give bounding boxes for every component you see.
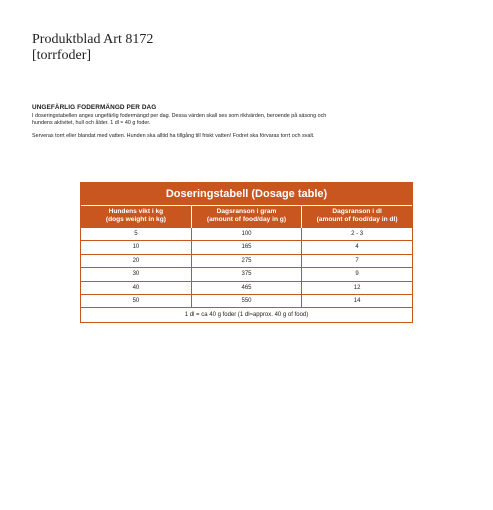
column-header-dl-line1: Dagsranson i dl xyxy=(332,208,382,215)
column-header-grams-line2: (amount of food/day in g) xyxy=(206,216,287,223)
cell-dl: 4 xyxy=(302,241,412,254)
table-footer-note: 1 dl = ca 40 g foder (1 dl≈approx. 40 g of food) xyxy=(81,308,412,323)
column-header-grams-line1: Dagsranson i gram xyxy=(216,208,277,215)
cell-dl: 2 - 3 xyxy=(302,228,412,241)
title-line-1: Produktblad Art 8172 xyxy=(32,32,154,47)
page-title xyxy=(32,32,153,64)
table-row xyxy=(81,241,412,254)
cell-weight: 30 xyxy=(81,268,191,281)
table-row xyxy=(81,281,412,294)
table-footer-row xyxy=(81,308,412,323)
cell-grams: 165 xyxy=(191,241,301,254)
table-row xyxy=(81,295,412,308)
column-header-dl-line2: (amount of food/day in dl) xyxy=(316,216,398,223)
column-header-weight-line1: Hundens vikt i kg xyxy=(108,208,164,215)
cell-weight: 50 xyxy=(81,295,191,308)
cell-grams: 375 xyxy=(191,268,301,281)
table-header-row xyxy=(81,206,412,228)
table-title: Doseringstabell (Dosage table) xyxy=(81,183,412,206)
title-line-2: [torrfoder] xyxy=(32,48,92,63)
dosage-table xyxy=(80,182,413,323)
section-heading: UNGEFÄRLIG FODERMÄNGD PER DAG xyxy=(32,104,157,111)
paragraph-dosage-info: I doseringstabellen anges ungefärlig fodermängd per dag. Dessa värden skall ses som riktvärden, beroende på säsong och hundens aktivitet, hull och ålder. 1 dl ≈ 40 g foder. xyxy=(32,113,327,126)
column-header-grams xyxy=(191,206,301,228)
paragraph-serving-info: Serveras torrt eller blandat med vatten. Hunden ska alltid ha tillgång till friskt vatten! Fodret ska förvaras torrt och svalt. xyxy=(32,132,315,139)
cell-weight: 10 xyxy=(81,241,191,254)
cell-dl: 14 xyxy=(302,295,412,308)
cell-weight: 40 xyxy=(81,281,191,294)
cell-grams: 465 xyxy=(191,281,301,294)
cell-grams: 550 xyxy=(191,295,301,308)
cell-weight: 20 xyxy=(81,254,191,267)
dosage-table-grid xyxy=(81,206,412,322)
column-header-weight-line2: (dogs weight in kg) xyxy=(105,216,166,223)
feeding-info-section xyxy=(32,104,332,139)
cell-dl: 7 xyxy=(302,254,412,267)
cell-weight: 5 xyxy=(81,228,191,241)
table-row xyxy=(81,268,412,281)
table-row xyxy=(81,254,412,267)
cell-dl: 9 xyxy=(302,268,412,281)
cell-grams: 100 xyxy=(191,228,301,241)
column-header-dl xyxy=(302,206,412,228)
cell-dl: 12 xyxy=(302,281,412,294)
column-header-weight xyxy=(81,206,191,228)
table-row xyxy=(81,228,412,241)
cell-grams: 275 xyxy=(191,254,301,267)
